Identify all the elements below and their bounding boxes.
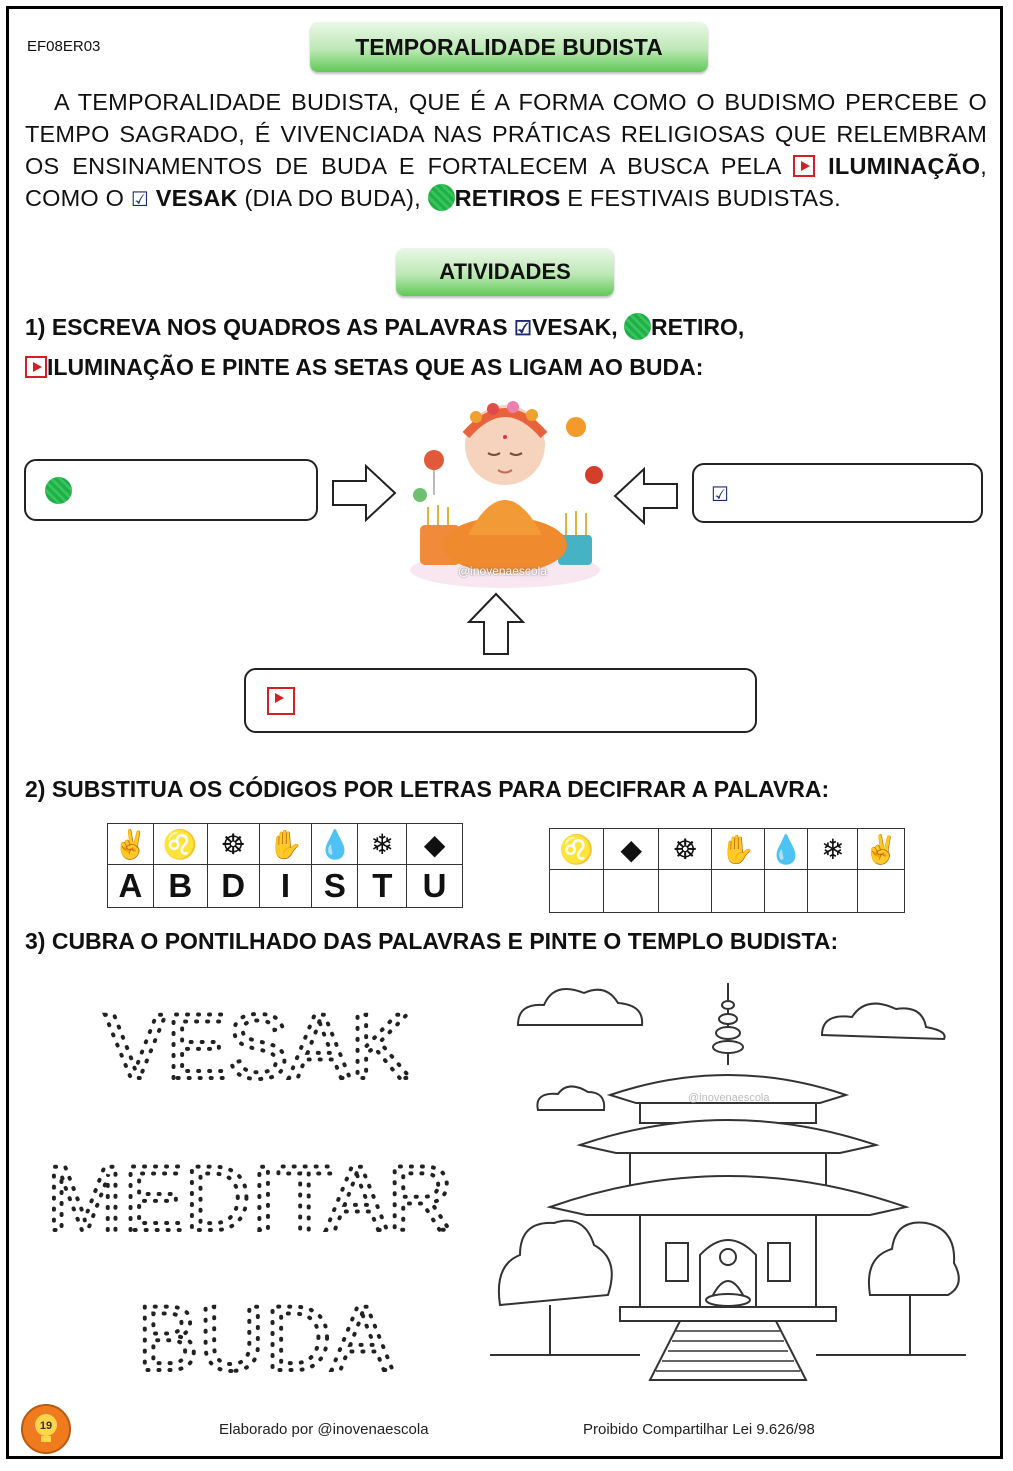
puzzle-symbol: ❄ [808, 829, 858, 870]
intro-iluminacao: ILUMINAÇÃO [828, 153, 981, 179]
key-letter: D [207, 865, 259, 908]
dotted-word-meditar[interactable]: MEDITAR [46, 1148, 454, 1250]
footer-legal: Proibido Compartilhar Lei 9.626/98 [583, 1421, 815, 1438]
intro-retiros: RETIROS [454, 185, 561, 211]
code-key-table [107, 823, 463, 908]
key-symbol: ◆ [407, 824, 463, 865]
puzzle-symbol: ✌ [858, 829, 905, 870]
q1-text-a: 1) ESCREVA NOS QUADROS AS PALAVRAS [25, 314, 508, 340]
puzzle-symbol: 💧 [764, 829, 808, 870]
curriculum-code: EF08ER03 [27, 38, 101, 55]
key-letter: U [407, 865, 463, 908]
puzzle-answer-cell[interactable] [808, 870, 858, 913]
question-2: 2) SUBSTITUA OS CÓDIGOS POR LETRAS PARA DECIFRAR A PALAVRA: [25, 776, 830, 802]
key-symbol: 💧 [312, 824, 358, 865]
q1-retiro: RETIRO, [651, 314, 745, 340]
green-circle-icon [428, 184, 455, 211]
play-icon [25, 356, 47, 378]
puzzle-answer-cell[interactable] [604, 870, 659, 913]
green-circle-icon [45, 477, 72, 504]
key-letter: T [358, 865, 407, 908]
vesak-answer-box[interactable] [692, 463, 983, 523]
arrow-right-icon[interactable] [330, 463, 398, 523]
iluminacao-answer-box[interactable] [244, 668, 757, 733]
q1-vesak: VESAK, [531, 314, 618, 340]
activities-title: ATIVIDADES [396, 248, 614, 296]
key-letter: S [312, 865, 358, 908]
arrow-up-icon[interactable] [466, 592, 526, 656]
page-title: TEMPORALIDADE BUDISTA [310, 22, 708, 72]
intro-text-3: (DIA DO BUDA), [244, 185, 421, 211]
checkbox-icon: ☑ [130, 189, 149, 211]
play-icon [793, 155, 815, 177]
key-symbol: ☸ [207, 824, 259, 865]
puzzle-symbol: ◆ [604, 829, 659, 870]
key-symbol: ✌ [108, 824, 154, 865]
question-1 [25, 308, 987, 386]
intro-paragraph [25, 86, 987, 216]
key-symbol: ❄ [358, 824, 407, 865]
image-watermark: @inovenaescola [458, 564, 547, 578]
checkbox-icon: ☑ [514, 318, 532, 340]
retiro-answer-box[interactable] [24, 459, 318, 521]
intro-text-1: A TEMPORALIDADE BUDISTA, QUE É A FORMA COMO O BUDISMO PERCEBE O TEMPO SAGRADO, É VIVENCIADA NAS PRÁTICAS RELIGIOSAS QUE RELEMBRAM OS ENSINAMENTOS DE BUDA E FORTALECEM A BUSCA PELA [25, 89, 987, 179]
puzzle-answer-cell[interactable] [659, 870, 712, 913]
arrow-left-icon[interactable] [612, 466, 680, 526]
puzzle-answer-cell[interactable] [858, 870, 905, 913]
q1-text-b: ILUMINAÇÃO E PINTE AS SETAS QUE AS LIGAM AO BUDA: [47, 354, 704, 380]
green-circle-icon [624, 313, 651, 340]
key-symbol: ✋ [259, 824, 312, 865]
puzzle-answer-cell[interactable] [550, 870, 604, 913]
logo-icon [20, 1403, 72, 1455]
puzzle-symbol: ✋ [712, 829, 764, 870]
puzzle-answer-cell[interactable] [712, 870, 764, 913]
dotted-words[interactable] [40, 990, 460, 1390]
key-letter: A [108, 865, 154, 908]
puzzle-answer-cell[interactable] [764, 870, 808, 913]
key-letter: I [259, 865, 312, 908]
checkbox-icon: ☑ [711, 484, 729, 506]
play-icon [267, 687, 295, 715]
logo-text: 19 [39, 1420, 53, 1432]
intro-vesak: VESAK [155, 185, 238, 211]
temple-watermark: @inovenaescola [688, 1092, 770, 1104]
footer-credit: Elaborado por @inovenaescola [219, 1421, 429, 1438]
key-letter: B [153, 865, 207, 908]
intro-text-4: E FESTIVAIS BUDISTAS. [567, 185, 841, 211]
puzzle-symbol: ☸ [659, 829, 712, 870]
question-3: 3) CUBRA O PONTILHADO DAS PALAVRAS E PINTE O TEMPLO BUDISTA: [25, 928, 839, 954]
temple-illustration[interactable] [490, 975, 970, 1390]
puzzle-table [549, 828, 905, 913]
key-symbol: ♌ [153, 824, 207, 865]
buddha-illustration [398, 395, 612, 590]
puzzle-symbol: ♌ [550, 829, 604, 870]
intro-text-2: , COMO O [25, 153, 988, 211]
dotted-word-vesak[interactable]: VESAK [104, 996, 412, 1098]
dotted-word-buda[interactable]: BUDA [137, 1288, 393, 1390]
